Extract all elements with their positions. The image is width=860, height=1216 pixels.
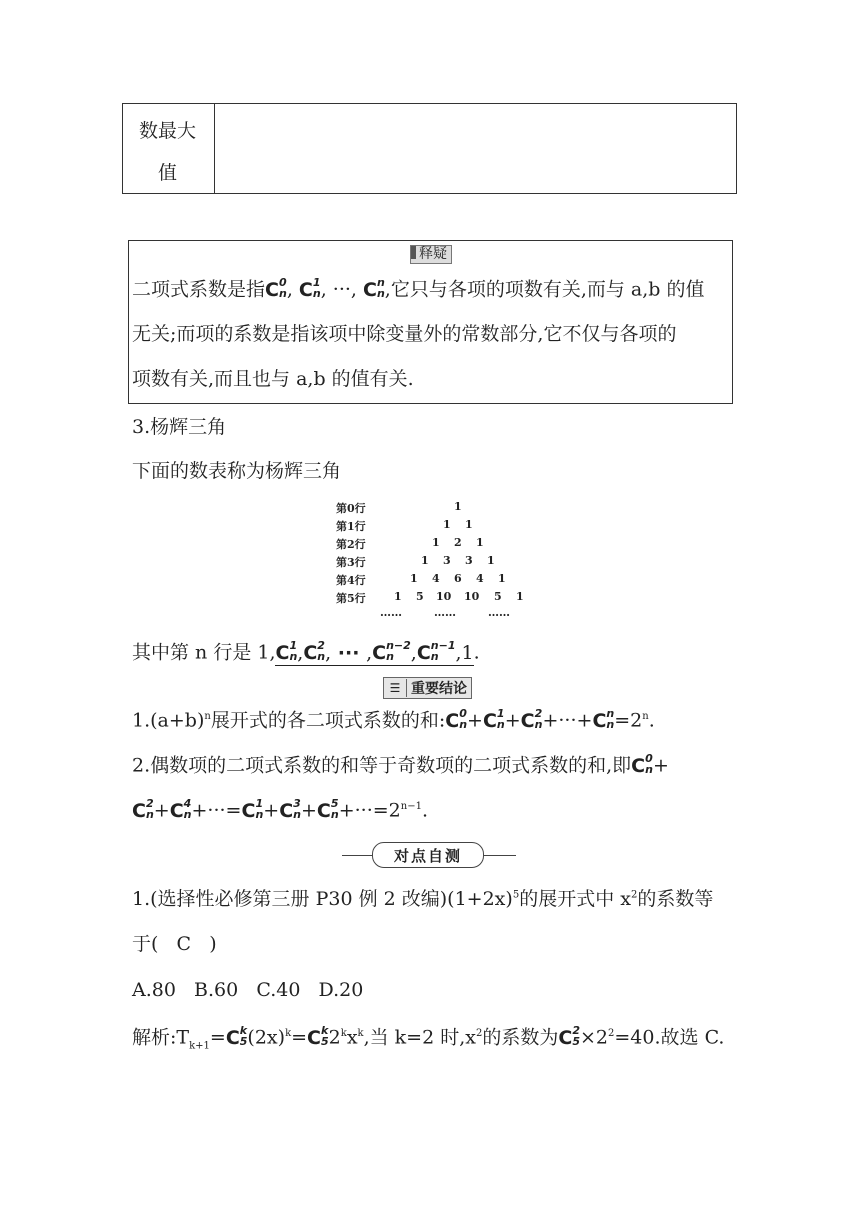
triangle-entry: 4 [432,572,440,585]
triangle-entry: 3 [465,554,473,567]
cell-text-1: 数最大 [139,120,197,142]
triangle-entry: 1 [410,572,418,585]
triangle-entry: 1 [454,500,462,513]
row-label: 第4行 [336,574,366,587]
triangle-entry: 1 [516,590,524,603]
triangle-entry: 6 [454,572,462,585]
row-label: 第2行 [336,538,366,551]
divider-left [342,855,372,856]
binom-c-n-n: C n n [362,276,385,301]
question-options: A.80 B.60 C.40 D.20 [132,979,364,1001]
triangle-entry: 2 [454,536,462,549]
triangle-entry: 5 [494,590,502,603]
section-intro: 下面的数表称为杨辉三角 [132,460,342,482]
text: x [346,1026,358,1049]
text: 2.偶数项的二项式系数的和等于奇数项的二项式系数的和,即 [132,754,632,777]
clarification-tag: 释疑 [410,245,452,264]
conclusion-tag-label: 重要结论 [411,681,467,697]
yanghui-triangle [336,500,536,625]
triangle-ellipsis: …… [488,606,510,619]
binom-c-n-0: C 0 n [265,276,287,301]
text: 的展开式中 x [519,888,631,910]
triangle-ellipsis: …… [434,606,456,619]
text: (2x) [247,1026,286,1049]
text: 展开式的各二项式系数的和: [210,709,446,732]
text: 的系数为 [482,1026,559,1049]
text: 的系数等 [637,888,714,910]
text: =40.故选 C. [614,1026,725,1049]
text: =2 [372,799,401,822]
triangle-entry: 1 [394,590,402,603]
clarification-line-2: 无关;而项的系数是指该项中除变量外的常数部分,它不仅与各项的 [132,323,677,345]
row-label: 第0行 [336,502,366,515]
question-line-1: 1.(选择性必修第三册 P30 例 2 改编)$(1+2x)^5$的展开式中 $x^2$的系数等 [132,888,714,910]
triangle-ellipsis: …… [380,606,402,619]
text: ,当 k=2 时,x [363,1026,476,1049]
row-label: 第5行 [336,592,366,605]
text: . [473,641,480,664]
binom-c-n-1: C 1 n [298,276,321,301]
clarification-line-1 [132,276,705,301]
row-label: 第3行 [336,556,366,569]
text: 解析:T [132,1026,190,1049]
text: 其中第 n 行是 1, [132,641,276,664]
conclusion-icon: ☰ [384,679,407,697]
triangle-entry: 5 [416,590,424,603]
conclusion-2-line-1: 2.偶数项的二项式系数的和等于奇数项的二项式系数的和,即C 0 n + [132,752,669,777]
clarification-line-3: 项数有关,而且也与 a,b 的值有关. [132,368,414,390]
text: ×2 [580,1026,609,1049]
table-cell-label [123,104,215,193]
nth-row-line [132,639,480,664]
row-label: 第1行 [336,520,366,533]
question-line-2: 于( C ) [132,933,217,955]
triangle-entry: 1 [487,554,495,567]
question-solution: 解析$:T_{k+1}=C$ k 5 $(2x)^k=C$ k 5 $2^kx^k$,当 k=2 时$,x^2$的系数为C 2 5 $\times 2^2=40$.故选 C. [132,1024,725,1052]
conclusion-2-line-2: C 2 n +C 4 n +···=C 1 n +C 3 n +C 5 n $+\cdot\cdot\cdot=2^{n-1}$. [132,797,429,822]
triangle-entry: 1 [476,536,484,549]
self-test-tag: 对点自测 [372,842,484,868]
triangle-entry: 1 [443,518,451,531]
text: 1 [461,641,474,664]
triangle-entry: 10 [464,590,480,603]
divider-right [484,855,516,856]
text: 二项式系数是指 [132,278,266,301]
text: , ···, [320,278,363,301]
text: , [286,278,299,301]
triangle-entry: 3 [443,554,451,567]
table-fragment [122,103,737,194]
triangle-entry: 1 [498,572,506,585]
triangle-entry: 1 [421,554,429,567]
triangle-entry: 10 [436,590,452,603]
triangle-entry: 4 [476,572,484,585]
nth-row-answer: C 1 n ,C 2 n , ··· ,C n−2 n ,C n−1 n ,1 [275,639,474,664]
text: 1.(a+b) [132,709,205,732]
conclusion-1: $1.(a+b)^n$展开式的各二项式系数的和:C 0 n +C 1 n +C 2 n +···+C n n $=2^n$. [132,707,655,732]
triangle-entry: 1 [465,518,473,531]
conclusion-tag [383,677,472,699]
text: ,它只与各项的项数有关,而与 a,b 的值 [384,278,705,301]
triangle-entry: 1 [432,536,440,549]
text: =2 [614,709,643,732]
cell-text-2: 值 [158,162,178,184]
section-title: 3.杨辉三角 [132,416,227,438]
text: 1.(选择性必修第三册 P30 例 2 改编)(1+2x) [132,888,513,910]
